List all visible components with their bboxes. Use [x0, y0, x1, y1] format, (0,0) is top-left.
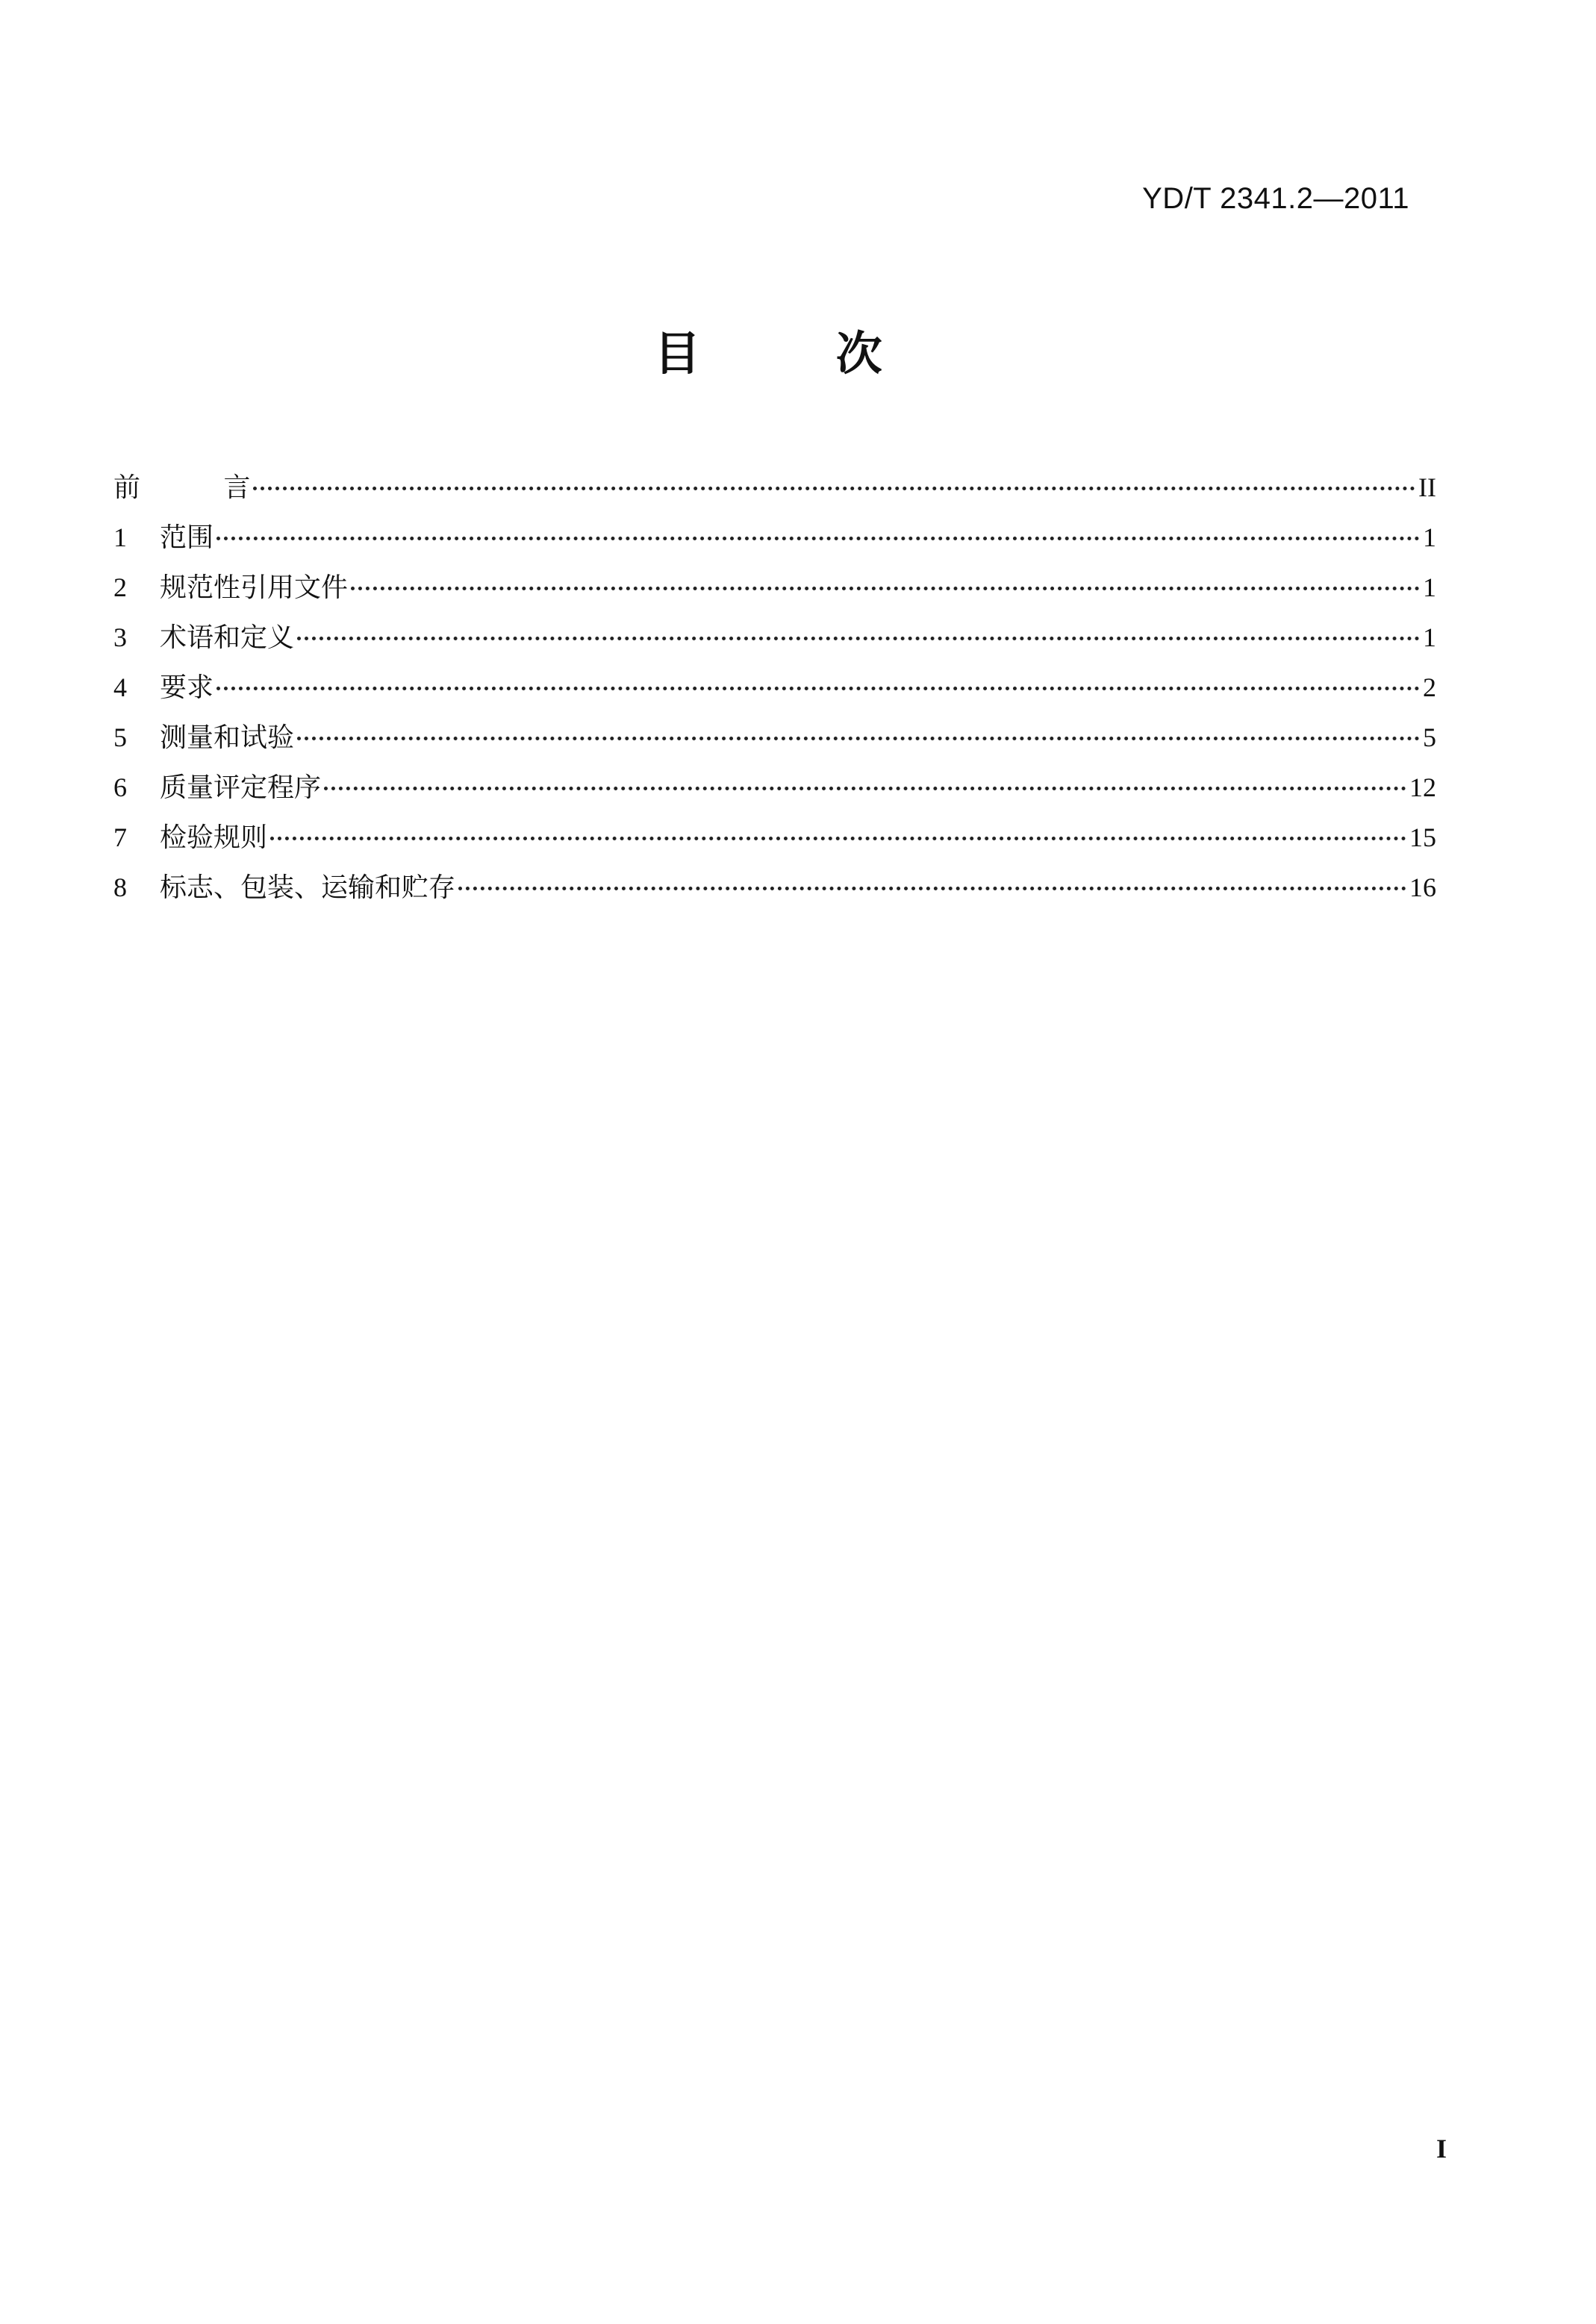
toc-entry-label: 检验规则 — [160, 822, 268, 853]
toc-entry-inspection-rules[interactable] — [113, 813, 1436, 863]
toc-leader-dots — [216, 687, 1420, 690]
toc-leader-dots — [297, 637, 1420, 640]
toc-entry-page: 2 — [1423, 672, 1436, 702]
toc-entry-page: 5 — [1423, 722, 1436, 752]
toc-entry-preface[interactable] — [113, 463, 1436, 513]
toc-leader-dots — [253, 487, 1415, 490]
toc-entry-number: 5 — [113, 722, 127, 752]
toc-leader-dots — [297, 737, 1420, 740]
page-title: 目 次 — [654, 326, 942, 381]
toc-entry-label: 范围 — [160, 522, 214, 553]
table-of-contents — [113, 463, 1436, 913]
toc-entry-number: 1 — [113, 522, 127, 552]
toc-entry-normative-references[interactable] — [113, 563, 1436, 613]
toc-entry-label: 要求 — [160, 672, 214, 703]
toc-entry-label: 测量和试验 — [160, 722, 295, 753]
toc-entry-label: 前 言 — [113, 472, 288, 503]
toc-entry-number: 2 — [113, 572, 127, 602]
toc-entry-label: 术语和定义 — [160, 622, 295, 653]
toc-leader-dots — [216, 537, 1420, 540]
toc-entry-label: 标志、包装、运输和贮存 — [160, 872, 456, 903]
toc-leader-dots — [324, 787, 1406, 790]
toc-entry-page: 1 — [1423, 622, 1436, 652]
toc-entry-number: 6 — [113, 772, 127, 802]
page-number: I — [1436, 2134, 1447, 2164]
toc-entry-page: 12 — [1409, 772, 1436, 802]
toc-leader-dots — [351, 587, 1420, 590]
toc-entry-page: 16 — [1409, 872, 1436, 902]
toc-entry-number: 4 — [113, 672, 127, 702]
toc-leader-dots — [458, 887, 1406, 890]
toc-entry-number: 8 — [113, 872, 127, 902]
toc-entry-label: 质量评定程序 — [160, 772, 322, 803]
toc-entry-measurement-tests[interactable] — [113, 713, 1436, 763]
toc-entry-scope[interactable] — [113, 513, 1436, 563]
toc-entry-page: II — [1418, 472, 1436, 502]
toc-entry-requirements[interactable] — [113, 663, 1436, 713]
toc-entry-quality-assessment[interactable] — [113, 763, 1436, 813]
standard-code: YD/T 2341.2—2011 — [1142, 182, 1409, 215]
toc-entry-label: 规范性引用文件 — [160, 572, 349, 603]
toc-entry-number: 7 — [113, 822, 127, 852]
toc-entry-number: 3 — [113, 622, 127, 652]
toc-entry-page: 1 — [1423, 572, 1436, 602]
toc-entry-page: 15 — [1409, 822, 1436, 852]
toc-leader-dots — [270, 837, 1406, 840]
toc-entry-marking-packaging[interactable] — [113, 863, 1436, 913]
toc-entry-terms-definitions[interactable] — [113, 613, 1436, 663]
toc-entry-page: 1 — [1423, 522, 1436, 552]
